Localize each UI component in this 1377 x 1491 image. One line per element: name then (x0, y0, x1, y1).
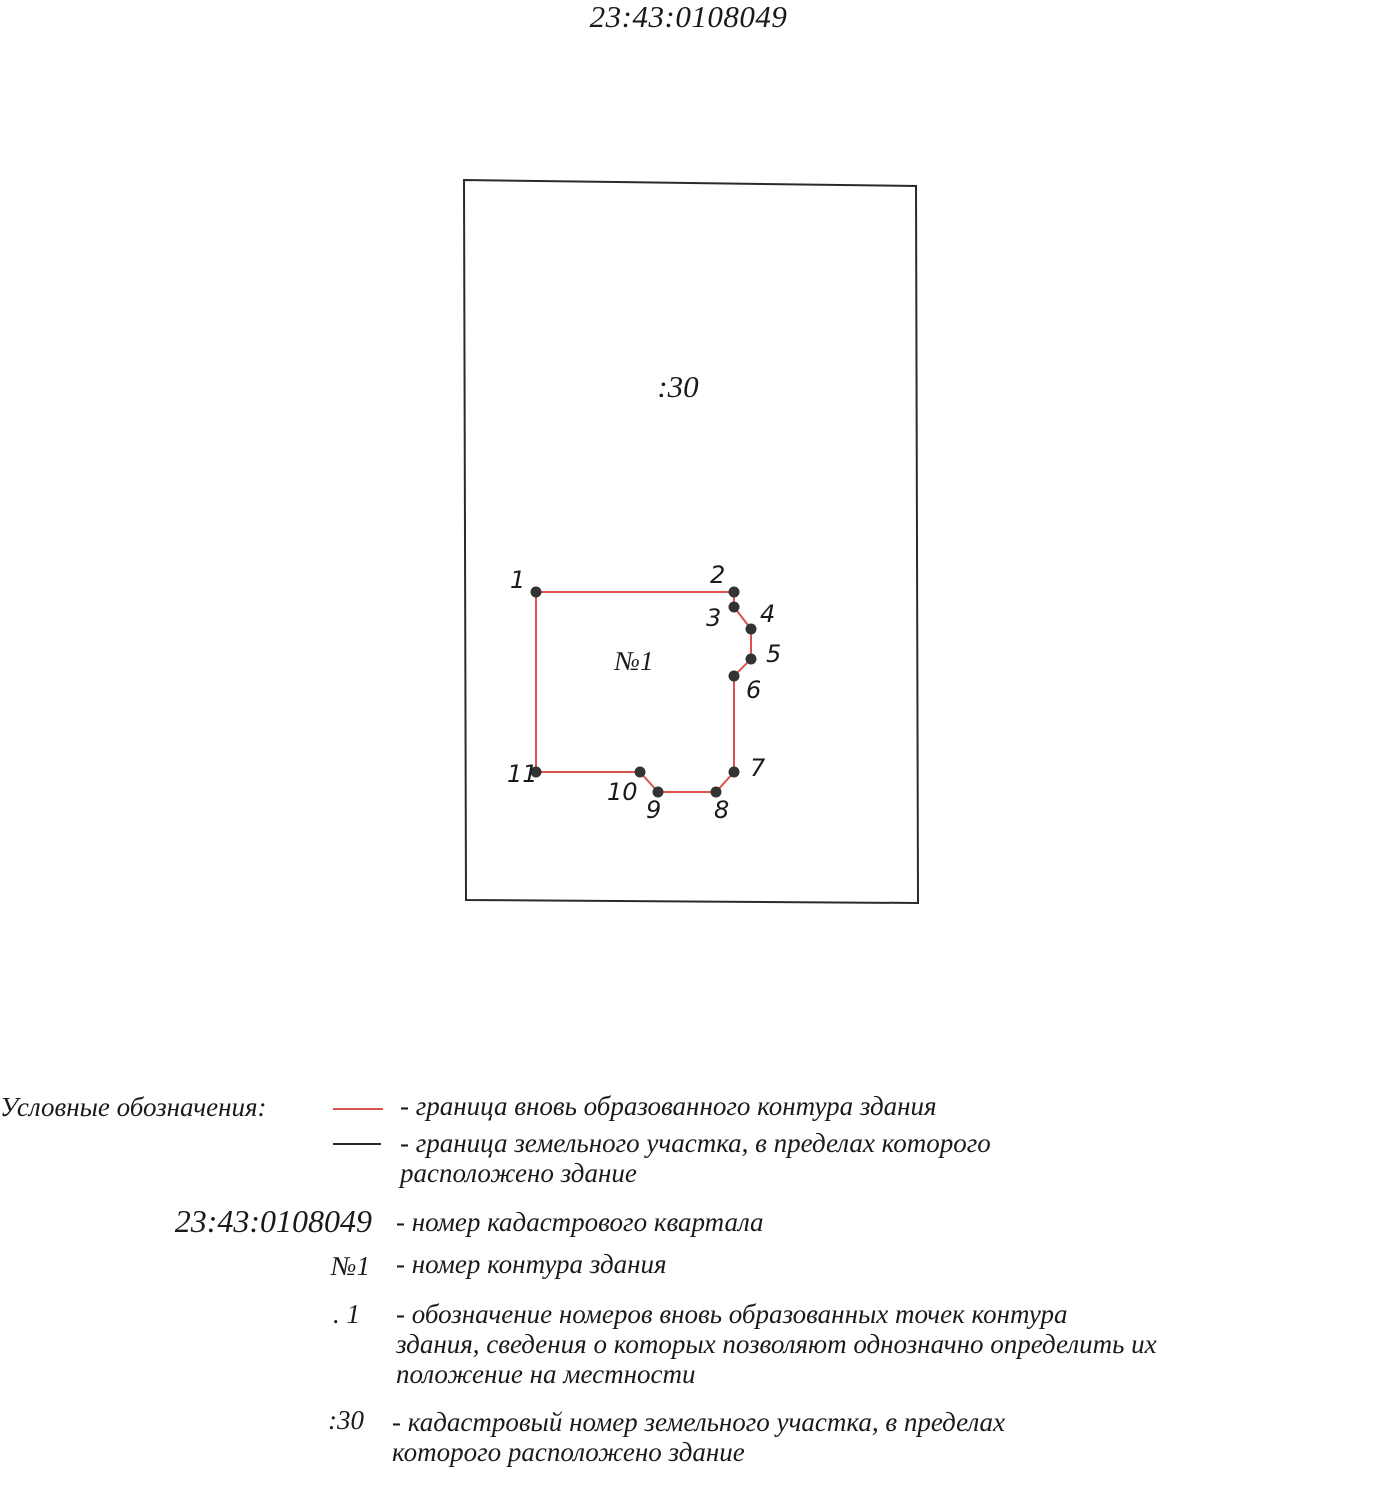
legend-parcel-symbol: :30 (328, 1405, 364, 1435)
parcel-number-label: :30 (657, 369, 699, 404)
legend-quarter-symbol: 23:43:0108049 (174, 1203, 372, 1239)
legend-red-line-symbol (333, 1108, 383, 1110)
contour-number-label: №1 (614, 646, 654, 676)
legend-point-text: - обозначение номеров вновь образованных точек контура здания, сведения о которых позволяют однозначно определить их положение на местности (396, 1299, 1157, 1389)
contour-point (746, 654, 757, 665)
parcel-boundary (464, 180, 918, 903)
contour-point (729, 602, 740, 613)
contour-point (729, 671, 740, 682)
legend-parcel-text: - кадастровый номер земельного участка, в пределах которого расположено здание (392, 1407, 1006, 1467)
legend-black-line-text: - граница земельного участка, в пределах которого расположено здание (400, 1128, 991, 1188)
point-label: 11 (507, 760, 538, 788)
contour-points (531, 587, 757, 798)
legend-red-line-text: - граница вновь образованного контура здания (400, 1091, 937, 1121)
legend-caption: Условные обозначения: (0, 1092, 267, 1122)
point-label: 4 (760, 600, 776, 628)
point-label: 5 (766, 640, 782, 668)
legend-contour-symbol: №1 (331, 1251, 370, 1281)
cadastral-quarter-title: 23:43:0108049 (589, 0, 788, 34)
point-label: 7 (750, 754, 766, 782)
contour-point (746, 624, 757, 635)
point-label: 6 (746, 676, 762, 704)
legend-quarter-text: - номер кадастрового квартала (396, 1207, 764, 1237)
point-label: 2 (710, 561, 726, 589)
legend-black-line-symbol (333, 1143, 381, 1145)
legend-contour-text: - номер контура здания (396, 1249, 667, 1279)
point-label: 9 (646, 796, 662, 824)
point-labels (507, 561, 781, 824)
legend-point-symbol: . 1 (333, 1299, 360, 1329)
point-label: 8 (714, 796, 730, 824)
point-label: 10 (607, 778, 638, 806)
point-label: 1 (510, 566, 526, 594)
point-label: 3 (706, 604, 722, 632)
contour-point (531, 587, 542, 598)
contour-point (729, 767, 740, 778)
contour-point (635, 767, 646, 778)
contour-point (729, 587, 740, 598)
